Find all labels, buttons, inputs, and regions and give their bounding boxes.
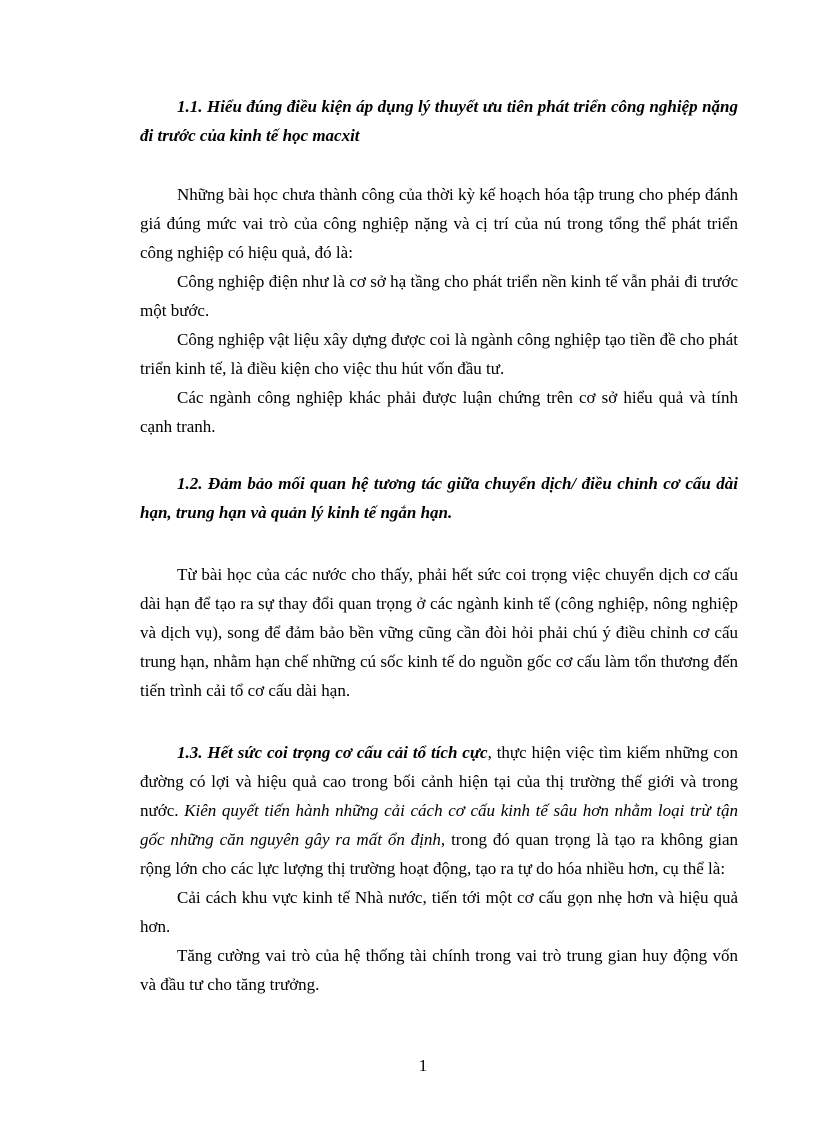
paragraph-1-3-continuation: trong đó quan trọng là tạo ra không gian rộng lớn cho các lực lượng thị trường hoạt động, tạo ra tự do hóa nhiều hơn, cụ thể là: [140, 830, 738, 878]
section-heading-1-2: 1.2. Đảm bảo mối quan hệ tương tác giữa chuyển dịch/ điều chỉnh cơ cấu dài hạn, trung hạn và quản lý kinh tế ngắn hạn. [140, 474, 738, 522]
paragraph-1-1-other-industries: Các ngành công nghiệp khác phải được luận chứng trên cơ sở hiểu quả và tính cạnh tranh. [140, 388, 738, 436]
page-number: 1 [418, 1056, 428, 1075]
paragraph-1-2: Từ bài học của các nước cho thấy, phải hết sức coi trọng việc chuyển dịch cơ cấu dài hạn để tạo ra sự thay đổi quan trọng ở các ngành kinh tế (công nghiệp, nông nghiệp và dịch vụ), song để đảm bảo bền vững cũng cần đòi hỏi phải chú ý điều chỉnh cơ cấu trung hạn, nhằm hạn chế những cú sốc kinh tế do nguồn gốc cơ cấu làm tổn thương đến tiến trình cải tổ cơ cấu dài hạn. [140, 565, 738, 700]
document-body [140, 92, 738, 999]
paragraph-1-3-italic-text: Kiên quyết tiến hành những cải cách cơ cấu kinh tế sâu hơn nhằm loại trừ tận gốc những căn nguyên gây ra mất ổn định, [140, 801, 738, 849]
section-heading-1-3: 1.3. Hết sức coi trọng cơ cấu cải tổ tích cực [177, 743, 488, 762]
paragraph-1-3-state-sector: Cải cách khu vực kinh tế Nhà nước, tiến tới một cơ cấu gọn nhẹ hơn và hiệu quả hơn. [140, 888, 738, 936]
paragraph-1-3-intro [140, 738, 738, 883]
paragraph-1-1-materials: Công nghiệp vật liệu xây dựng được coi là ngành công nghiệp tạo tiền đề cho phát triển kinh tế, là điều kiện cho việc thu hút vốn đầu tư. [140, 330, 738, 378]
paragraph-1-3-financial-system: Tăng cường vai trò của hệ thống tài chính trong vai trò trung gian huy động vốn và đầu tư cho tăng trưởng. [140, 946, 738, 994]
paragraph-1-1-intro: Những bài học chưa thành công của thời kỳ kế hoạch hóa tập trung cho phép đánh giá đúng mức vai trò của công nghiệp nặng và cị trí của nú trong tổng thể phát triển công nghiệp có hiệu quả, đó là: [140, 185, 738, 262]
paragraph-1-3-text: , thực hiện việc tìm kiếm những con đường có lợi và hiệu quả cao trong bối cảnh hiện tại của thị trường thế giới và trong nước. [140, 743, 738, 820]
section-heading-1-1: 1.1. Hiểu đúng điều kiện áp dụng lý thuyết ưu tiên phát triển công nghiệp nặng đi trước của kinh tế học macxit [140, 97, 738, 145]
paragraph-1-1-electricity: Công nghiệp điện như là cơ sở hạ tầng cho phát triển nền kinh tế vẫn phải đi trước một bước. [140, 272, 738, 320]
